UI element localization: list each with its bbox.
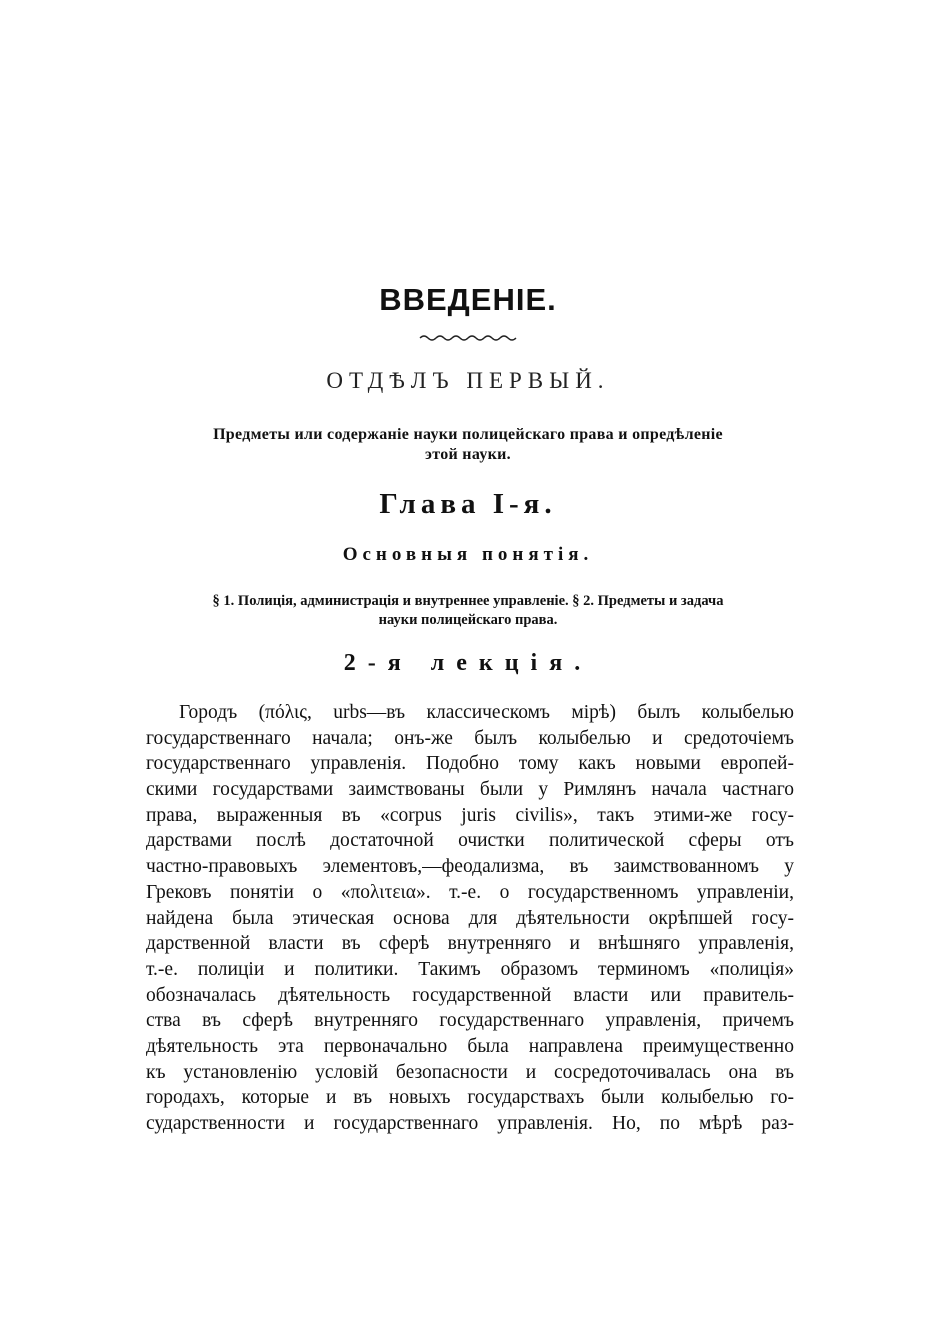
body-line: къ установленію условій безопасности и сосредоточивалась она въ [146,1061,794,1083]
body-line: найдена была этическая основа для дѣятельности окрѣпшей госу- [146,907,794,929]
body-line: права, выраженныя въ «corpus juris civilis», такъ этими-же госу- [146,804,794,826]
chapter-topic: Основныя понятія. [342,544,594,565]
section-subject-line-2: этой науки. [425,446,511,463]
body-line: дѣятельность эта первоначально была направлена преимущественно [146,1035,794,1057]
paragraph-summary-line-1: § 1. Полиція, администрація и внутреннее управленіе. § 2. Предметы и задача [212,593,724,609]
body-line: частно-правовыхъ элементовъ,—феодализма, въ заимствованномъ у [146,856,794,878]
body-line: дарствами послѣ достаточной очистки политической сферы отъ [146,830,794,852]
chapter-title: Глава I-я. [379,488,557,520]
body-line: Городъ (πόλις, urbs—въ классическомъ мірѣ) былъ колыбелью [179,702,794,723]
wavy-rule-icon [418,333,518,343]
body-line: ства въ сферѣ внутренняго государственнаго управленія, причемъ [146,1010,794,1032]
body-line: Грековъ понятіи о «πολιτεια». т.-е. о государственномъ управленіи, [146,881,794,903]
lecture-title: 2-я лекція. [343,650,593,676]
body-line: дарственной власти въ сферѣ внутренняго и внѣшняго управленія, [146,933,794,955]
section-subject [140,425,796,465]
body-text [146,700,794,1137]
section-subject-line-1: Предметы или содержаніе науки полицейскаго права и опредѣленіе [213,426,723,443]
body-line: государственнаго начала; онъ-же былъ колыбелью и средоточіемъ [146,727,794,749]
paragraph-summary [150,592,786,630]
introduction-heading: ВВЕДЕНІЕ. [379,282,557,317]
paragraph-summary-line-2: науки полицейскаго права. [378,612,558,628]
body-line: т.-е. полиціи и политики. Такимъ образомъ терминомъ «полиція» [146,958,794,980]
body-line: обозначалась дѣятельность государственной власти или правитель- [146,984,794,1006]
body-line: скими государствами заимствованы были у Римлянъ начала частнаго [146,779,794,801]
section-title: ОТДѢЛЪ ПЕРВЫЙ. [326,368,610,393]
ornament-divider [0,333,936,353]
body-line: государственнаго управленія. Подобно тому какъ новыми европей- [146,753,794,775]
body-line: сударственности и государственнаго управленія. Но, по мѣрѣ раз- [146,1113,794,1134]
body-line: городахъ, которые и въ новыхъ государствахъ были колыбелью го- [146,1087,794,1109]
